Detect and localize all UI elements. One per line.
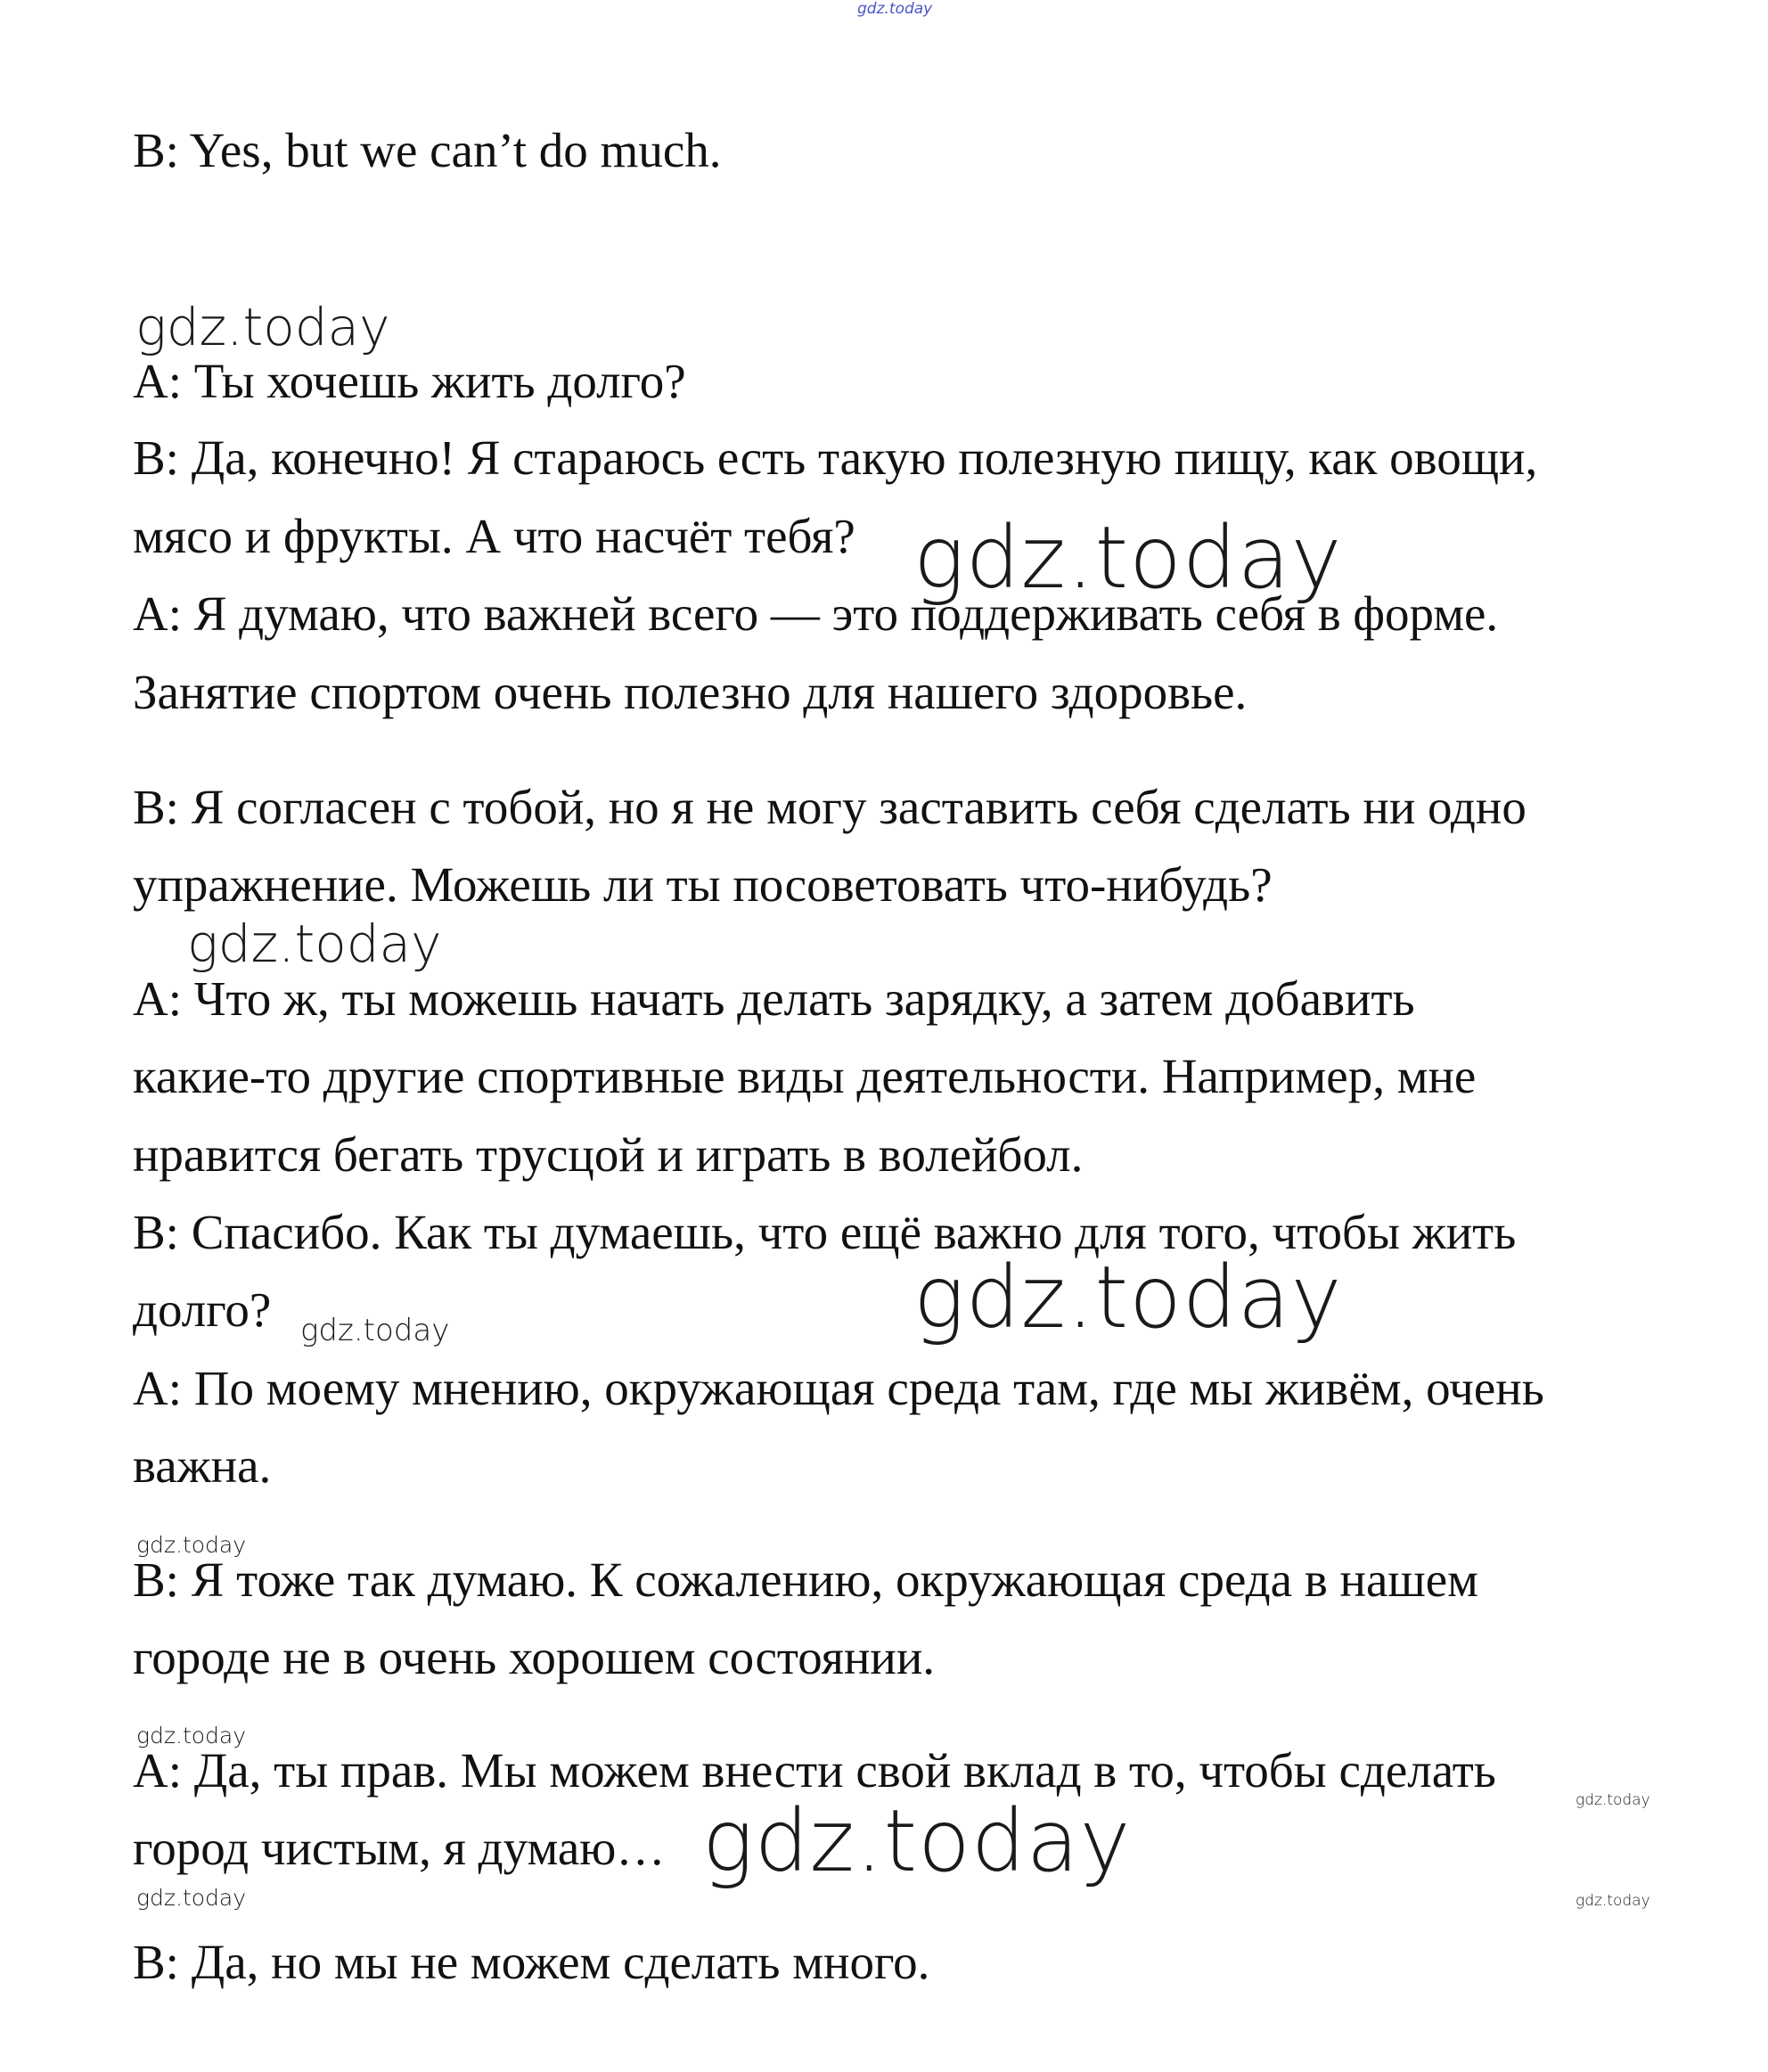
watermark: gdz.today (1576, 1892, 1650, 1910)
dialogue-line: город чистым, я думаю… (133, 1821, 666, 1875)
dialogue-line: городе не в очень хорошем состоянии. (133, 1630, 936, 1684)
dialogue-line: A: По моему мнению, окружающая среда там, где мы живём, очень (133, 1361, 1544, 1415)
watermark: gdz.today (913, 1248, 1343, 1347)
dialogue-line: Занятие спортом очень полезно для нашего здоровье. (133, 665, 1248, 719)
dialogue-line: важна. (133, 1438, 272, 1493)
dialogue-line: долго? (133, 1282, 272, 1337)
watermark: gdz.today (136, 1885, 247, 1911)
dialogue-line: B: Yes, but we can’t do much. (133, 123, 722, 177)
dialogue-line: B: Спасибо. Как ты думаешь, что ещё важно для того, чтобы жить (133, 1205, 1517, 1259)
dialogue-line: A: Я думаю, что важней всего — это поддерживать себя в форме. (133, 586, 1499, 641)
dialogue-line: упражнение. Можешь ли ты посоветовать что-нибудь? (133, 857, 1273, 912)
dialogue-line: B: Да, конечно! Я стараюсь есть такую полезную пищу, как овощи, (133, 430, 1538, 485)
dialogue-line: B: Да, но мы не можем сделать много. (133, 1935, 930, 1989)
watermark: gdz.today (135, 297, 390, 357)
dialogue-line: нравится бегать трусцой и играть в волейбол. (133, 1127, 1084, 1182)
watermark-top: gdz.today (857, 0, 933, 18)
watermark: gdz.today (187, 913, 442, 974)
watermark: gdz.today (136, 1532, 247, 1558)
dialogue-line: мясо и фрукты. А что насчёт тебя? (133, 509, 855, 563)
dialogue-line: A: Да, ты прав. Мы можем внести свой вклад в то, чтобы сделать (133, 1743, 1496, 1798)
watermark: gdz.today (913, 508, 1343, 608)
dialogue-line: A: Что ж, ты можешь начать делать зарядку, а затем добавить (133, 971, 1415, 1026)
watermark: gdz.today (1576, 1791, 1650, 1809)
dialogue-line: какие-то другие спортивные виды деятельности. Например, мне (133, 1049, 1477, 1103)
watermark: gdz.today (300, 1313, 450, 1348)
dialogue-line: A: Ты хочешь жить долго? (133, 354, 686, 408)
watermark: gdz.today (136, 1723, 247, 1749)
watermark: gdz.today (702, 1791, 1132, 1891)
dialogue-line: B: Я тоже так думаю. К сожалению, окружающая среда в нашем (133, 1552, 1478, 1607)
dialogue-line: B: Я согласен с тобой, но я не могу заставить себя сделать ни одно (133, 780, 1527, 834)
